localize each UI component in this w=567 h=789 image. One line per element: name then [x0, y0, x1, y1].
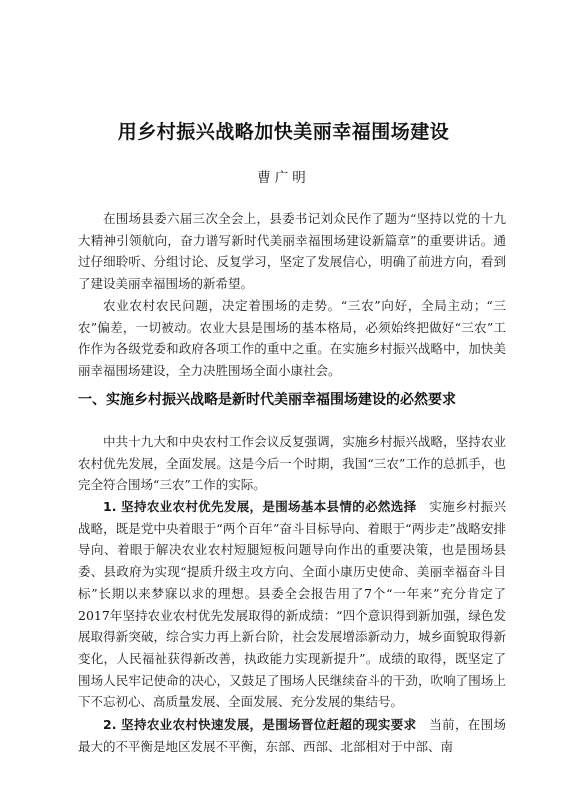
section-paragraph-1-text: 中共十九大和中央农村工作会议反复强调，实施乡村振兴战略，坚持农业农村优先发展，全面发展。这是今后一个时期，我国“三农”工作的总抓手，也完全符合围场“三农”工作的实际。	[78, 434, 506, 493]
section-paragraph-3	[78, 714, 506, 757]
section-paragraph-2	[78, 496, 506, 713]
section-paragraph-2-lead: 1. 坚持农业农村优先发展，是围场基本县情的必然选择	[103, 499, 417, 514]
article-title: 用乡村振兴战略加快美丽幸福围场建设	[117, 121, 450, 143]
intro-paragraph-2: 农业农村农民问题，决定着围场的走势。“三农”向好，全局主动；“三农”偏差，一切被动。农业大县是围场的基本格局，必须始终把做好“三农”工作作为各级党委和政府各项工作的重中之重。在实施乡村振兴战略中，加快美丽幸福围场建设，全力决胜围场全面小康社会。	[78, 298, 506, 379]
section-heading: 一、实施乡村振兴战略是新时代美丽幸福围场建设的必然要求	[78, 392, 456, 408]
section-paragraph-2-text: 实施乡村振兴战略，既是党中央着眼于“两个百年”奋斗目标导向、着眼于“两步走”战略安排导向、着眼于解决农业农村短腿短板问题导向作出的重要决策，也是围场县委、县政府为实现“提质升级主攻方向、全面小康历史使命、美丽幸福奋斗目标”长期以来梦寐以求的理想。县委全会报告用了7个“一年来”充分肯定了2017年坚持农业农村优先发展取得的新成绩：“四个意识得到新加强，绿色发展取得新突破，综合实力再上新台阶，社会发展增添新动力，城乡面貌取得新变化，人民福祉获得新改善，执政能力实现新提升”。成绩的取得，既坚定了围场人民牢记使命的决心，又鼓足了围场人民继续奋斗的干劲，吹响了围场上下不忘初心、高质量发展、全面发展、充分发展的集结号。	[78, 499, 506, 710]
section-paragraph-1	[78, 431, 506, 496]
article-author: 曹广明	[257, 170, 310, 186]
section-paragraph-3-text: 当前，在围场最大的不平衡是地区发展不平衡，东部、西部、北部相对于中部、南	[78, 717, 506, 754]
section-paragraph-3-lead: 2. 坚持农业农村快速发展，是围场晋位赶超的现实要求	[103, 717, 417, 732]
intro-paragraph-1: 在围场县委六届三次全会上，县委书记刘众民作了题为“坚持以党的十九大精神引领航向，奋力谱写新时代美丽幸福围场建设新篇章”的重要讲话。通过仔细聆听、分组讨论、反复学习，坚定了发展信心，明确了前进方向，看到了建设美丽幸福围场的新希望。	[78, 211, 506, 292]
